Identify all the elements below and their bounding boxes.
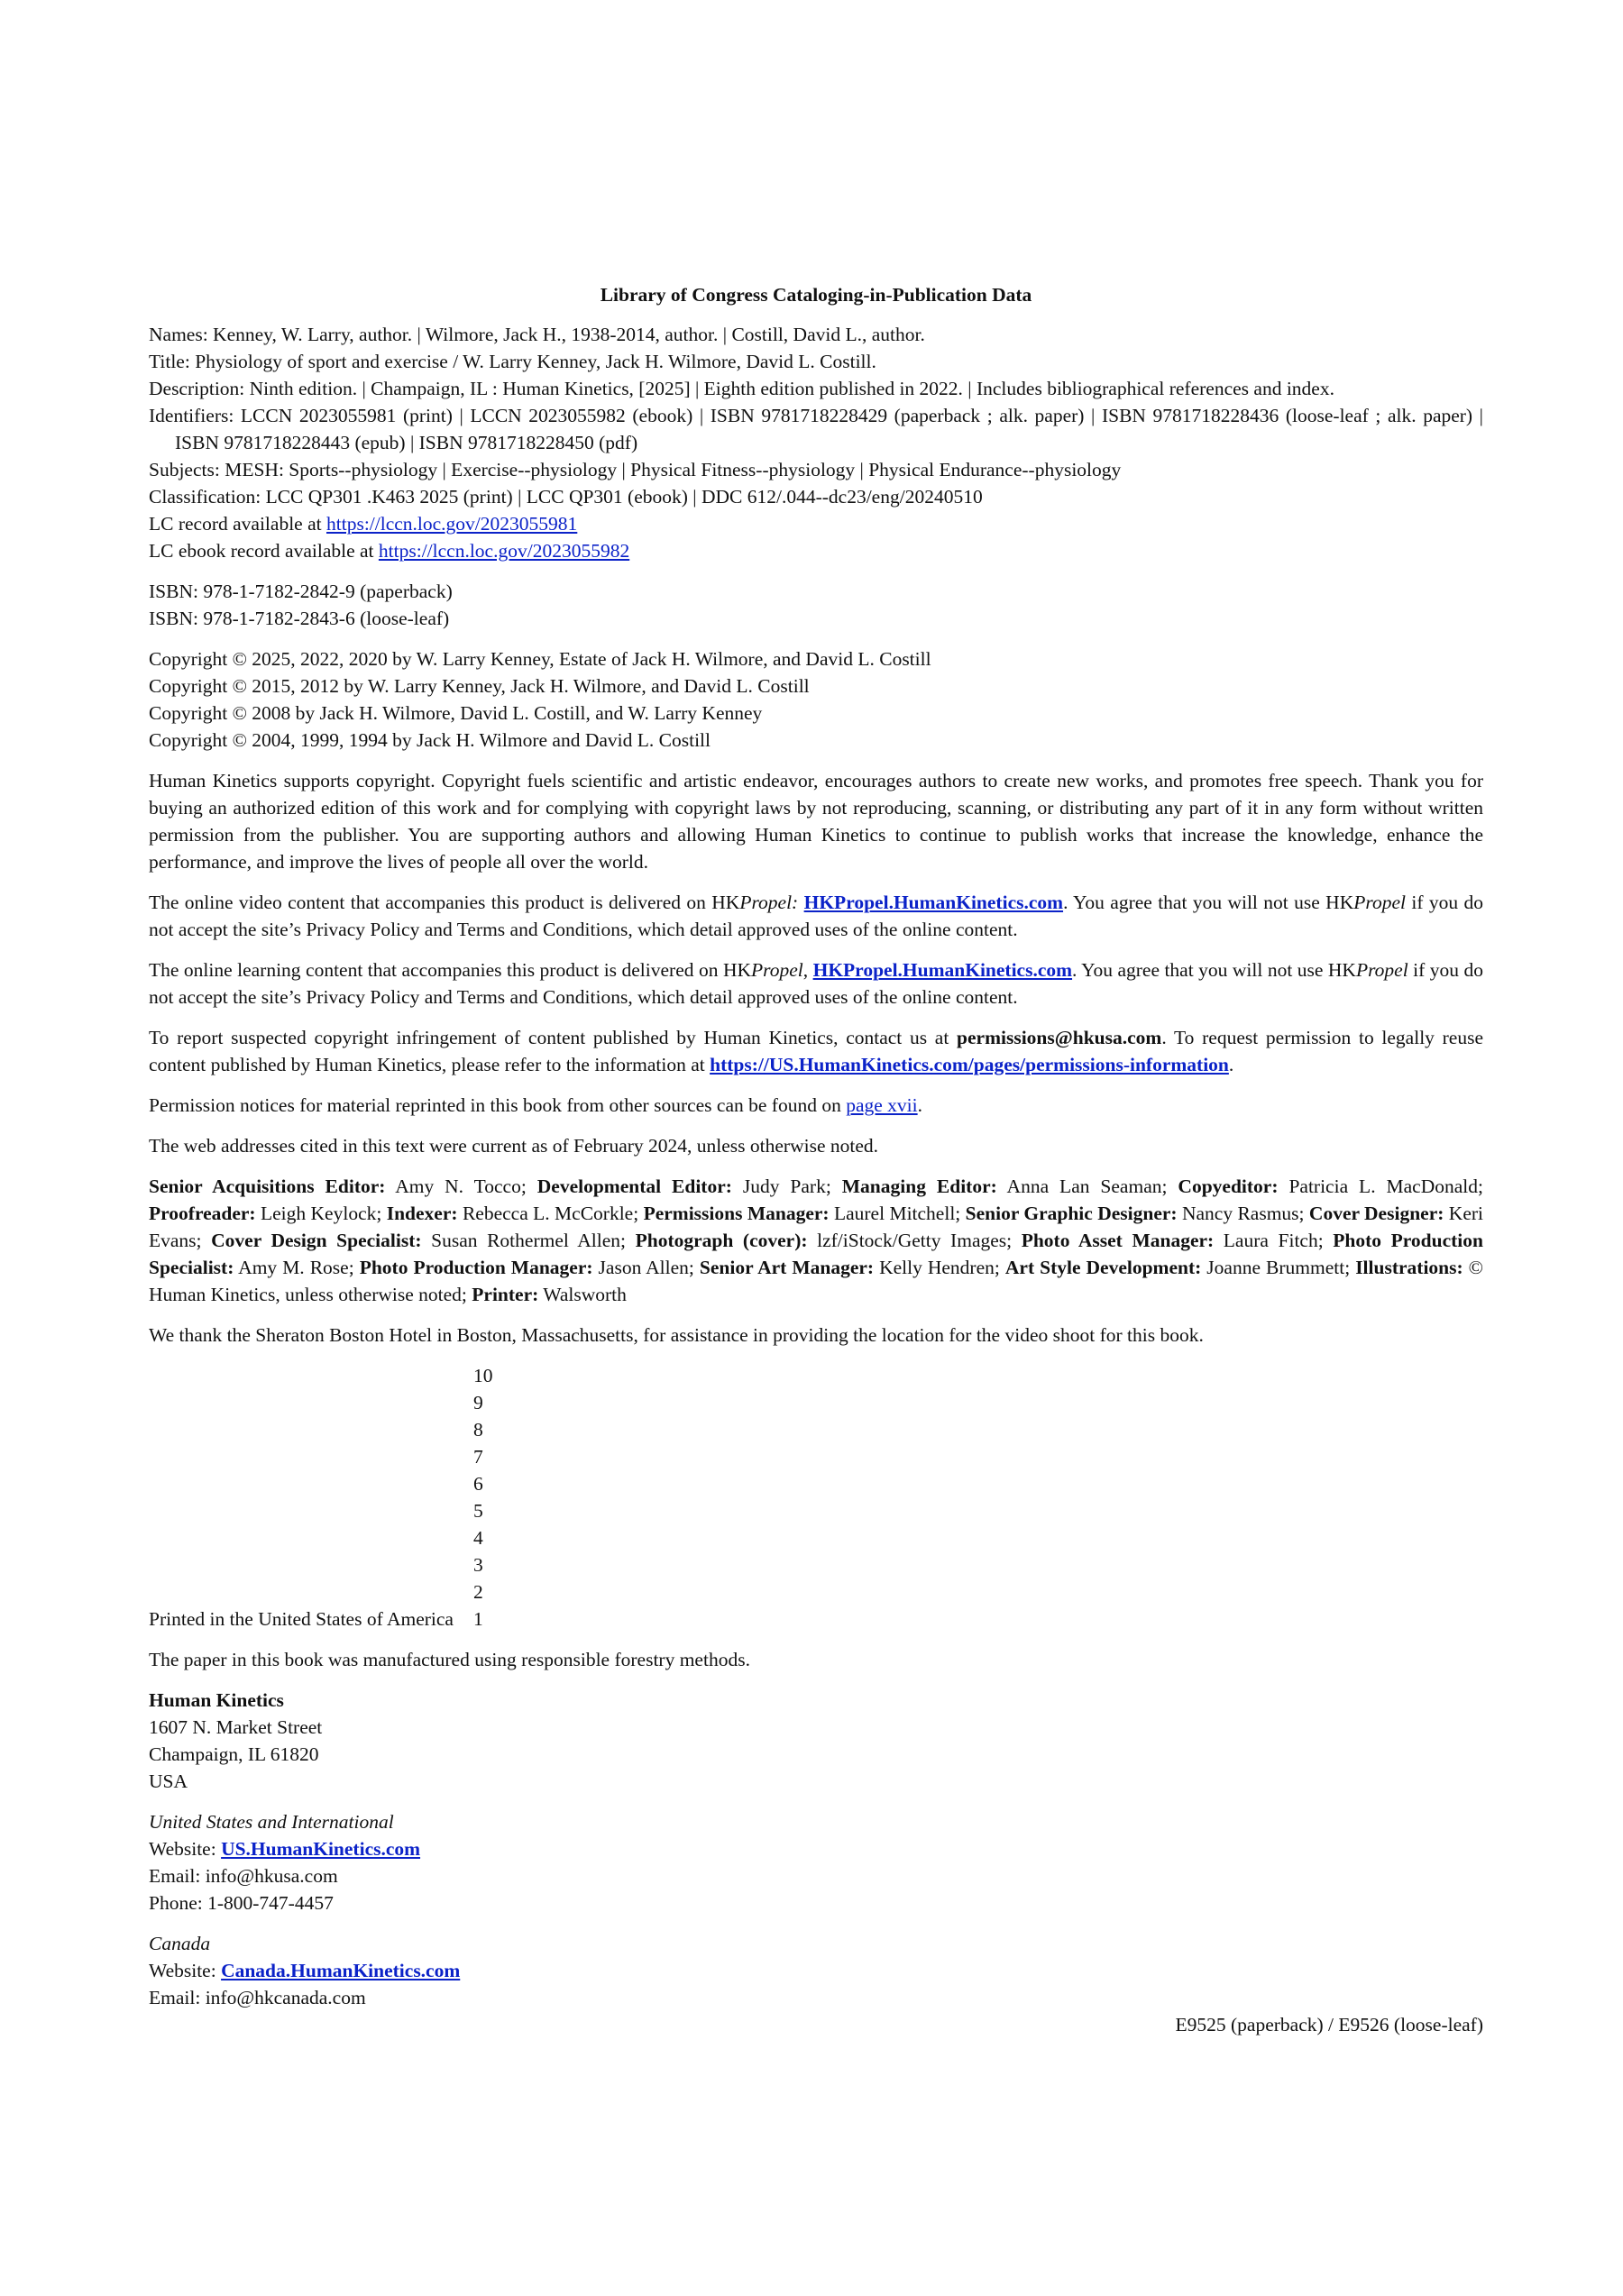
credit-role: Cover Designer: xyxy=(1308,1203,1444,1224)
credit-name: Leigh Keylock; xyxy=(255,1203,387,1224)
credit-name: Judy Park; xyxy=(731,1175,842,1197)
us-intl-label-text: United States and International xyxy=(149,1811,394,1833)
publisher-name-text: Human Kinetics xyxy=(149,1689,284,1711)
text-run: The online video content that accompanies this product is delivered on HK xyxy=(149,892,740,913)
print-number: 3 xyxy=(472,1554,483,1576)
product-codes: E9525 (paperback) / E9526 (loose-leaf) xyxy=(1175,2014,1483,2035)
printed-line xyxy=(149,1362,1483,1633)
text-run: . xyxy=(1228,1054,1234,1075)
canada-website-line xyxy=(149,1957,1483,1984)
print-number: 4 xyxy=(472,1527,483,1549)
cip-description: Description: Ninth edition. | Champaign, IL : Human Kinetics, [2025] | Eighth edition published in 2022. | Includes bibliographical references and index. xyxy=(149,378,1334,399)
print-number: 8 xyxy=(472,1419,483,1441)
text-run: . To request permission to legally reuse content published by Human Kinetics, please refer to the information at xyxy=(149,1027,1483,1075)
lc-ebook-record-link[interactable]: https://lccn.loc.gov/2023055982 xyxy=(378,540,630,562)
italic-run: Propel xyxy=(1353,892,1406,913)
website-label: Website: xyxy=(149,1960,222,1981)
credit-name: Amy N. Tocco; xyxy=(385,1175,537,1197)
copyright-line: Copyright © 2025, 2022, 2020 by W. Larry Kenney, Estate of Jack H. Wilmore, and David L. Costill xyxy=(149,648,931,670)
cip-title: Title: Physiology of sport and exercise / W. Larry Kenney, Jack H. Wilmore, David L. Costill. xyxy=(149,351,876,372)
isbn-paperback: ISBN: 978-1-7182-2842-9 (paperback) xyxy=(149,581,453,602)
permissions-email: permissions@hkusa.com xyxy=(957,1027,1162,1048)
hkpropel-link-text: HKPropel.HumanKinetics.com xyxy=(803,892,1064,913)
permissions-info-link-text: https://US.HumanKinetics.com/pages/permissions-information xyxy=(710,1054,1229,1075)
credit-name: Laurel Mitchell; xyxy=(829,1203,966,1224)
credit-name: © Human Kinetics, unless otherwise noted; xyxy=(149,1257,1484,1305)
text-run: Permission notices for material reprinted in this book from other sources can be found on xyxy=(149,1094,847,1116)
canada-website-link-text: Canada.HumanKinetics.com xyxy=(221,1960,461,1981)
italic-run: Propel xyxy=(751,959,803,981)
print-number: 6 xyxy=(472,1473,483,1495)
italic-run: Propel: xyxy=(739,892,799,913)
credit-role: Developmental Editor: xyxy=(536,1175,732,1197)
cip-block xyxy=(149,321,1483,564)
credit-role: Indexer: xyxy=(386,1203,458,1224)
credit-role: Cover Design Specialist: xyxy=(211,1230,422,1251)
text-run: To report suspected copyright infringement of content published by Human Kinetics, contact us at xyxy=(149,1027,958,1048)
cip-identifiers: Identifiers: LCCN 2023055981 (print) | LCCN 2023055982 (ebook) | ISBN 9781718228429 (paperback ; alk. paper) | ISBN 9781718228436 (loose-leaf ; alk. paper) | ISBN 9781718228443 (epub) | ISBN 9781718228450 (pdf) xyxy=(149,405,1483,453)
permission-notice xyxy=(149,1092,1483,1119)
print-number: 7 xyxy=(472,1446,483,1468)
cip-heading: Library of Congress Cataloging-in-Publication Data xyxy=(600,284,1032,306)
lc-ebook-prefix: LC ebook record available at xyxy=(149,540,379,562)
credit-name: Patricia L. MacDonald; xyxy=(1278,1175,1483,1197)
credit-role: Art Style Development: xyxy=(1004,1257,1202,1278)
publisher-name xyxy=(149,1687,1483,1714)
us-international-contact xyxy=(149,1808,1483,1916)
italic-run: Propel xyxy=(1355,959,1408,981)
credit-role: Senior Art Manager: xyxy=(699,1257,875,1278)
copyright-block xyxy=(149,645,1483,754)
copyright-page xyxy=(149,281,1483,2038)
us-website-link[interactable] xyxy=(221,1838,420,1860)
credit-name: Amy M. Rose; xyxy=(234,1257,360,1278)
text-run: . You agree that you will not use HK xyxy=(1072,959,1356,981)
hkpropel-link-text: HKPropel.HumanKinetics.com xyxy=(812,959,1073,981)
cip-subjects: Subjects: MESH: Sports--physiology | Exercise--physiology | Physical Fitness--physiology | Physical Endurance--physiology xyxy=(149,459,1122,480)
web-addresses-note: The web addresses cited in this text were current as of February 2024, unless otherwise noted. xyxy=(149,1135,879,1157)
copyright-line: Copyright © 2015, 2012 by W. Larry Kenney, Jack H. Wilmore, and David L. Costill xyxy=(149,675,810,697)
credits-paragraph xyxy=(149,1173,1483,1308)
credit-name: Joanne Brummett; xyxy=(1201,1257,1356,1278)
paper-note: The paper in this book was manufactured using responsible forestry methods. xyxy=(149,1649,750,1670)
us-email: Email: info@hkusa.com xyxy=(149,1865,338,1887)
lc-record-prefix: LC record available at xyxy=(149,513,326,535)
canada-website-link[interactable] xyxy=(221,1960,460,1981)
publisher-address xyxy=(149,1687,1483,1795)
credit-role: Proofreader: xyxy=(149,1203,256,1224)
credit-name: Laura Fitch; xyxy=(1214,1230,1334,1251)
credit-role: Photograph (cover): xyxy=(635,1230,808,1251)
lc-record-line xyxy=(149,510,1483,537)
canada-label xyxy=(149,1930,1483,1957)
thanks-note: We thank the Sheraton Boston Hotel in Boston, Massachusetts, for assistance in providing the location for the video shoot for this book. xyxy=(149,1324,1204,1346)
print-number: 1 xyxy=(472,1608,483,1630)
online-learning-paragraph xyxy=(149,956,1483,1011)
cip-names: Names: Kenney, W. Larry, author. | Wilmore, Jack H., 1938-2014, author. | Costill, David L., author. xyxy=(149,324,925,345)
copyright-line: Copyright © 2008 by Jack H. Wilmore, David L. Costill, and W. Larry Kenney xyxy=(149,702,763,724)
website-label: Website: xyxy=(149,1838,222,1860)
credit-role: Photo Asset Manager: xyxy=(1021,1230,1215,1251)
hkpropel-link[interactable] xyxy=(813,959,1072,981)
credit-role: Illustrations: xyxy=(1355,1257,1463,1278)
us-website-line xyxy=(149,1835,1483,1862)
credit-role: Senior Acquisitions Editor: xyxy=(149,1175,386,1197)
credit-role: Photo Production Manager: xyxy=(359,1257,593,1278)
cip-classification: Classification: LCC QP301 .K463 2025 (print) | LCC QP301 (ebook) | DDC 612/.044--dc23/eng/20240510 xyxy=(149,486,983,508)
text-run: if you do not accept the site’s Privacy Policy and Terms and Conditions, which detail approved uses of the online content. xyxy=(149,959,1483,1008)
print-number: 2 xyxy=(472,1581,483,1603)
credit-role: Permissions Manager: xyxy=(643,1203,830,1224)
credit-name: Kelly Hendren; xyxy=(874,1257,1005,1278)
canada-contact xyxy=(149,1930,1483,2011)
isbn-loose-leaf: ISBN: 978-1-7182-2843-6 (loose-leaf) xyxy=(149,608,450,629)
credit-name: Anna Lan Seaman; xyxy=(996,1175,1178,1197)
publisher-street: 1607 N. Market Street xyxy=(149,1716,323,1738)
credit-name: Nancy Rasmus; xyxy=(1177,1203,1309,1224)
page-xvii-link[interactable]: page xvii xyxy=(846,1094,918,1116)
credit-name: Rebecca L. McCorkle; xyxy=(457,1203,644,1224)
credit-role: Managing Editor: xyxy=(841,1175,997,1197)
lc-record-link[interactable]: https://lccn.loc.gov/2023055981 xyxy=(326,513,578,535)
hkpropel-link[interactable] xyxy=(804,892,1063,913)
print-number: 9 xyxy=(472,1392,483,1413)
us-intl-label xyxy=(149,1808,1483,1835)
credit-name: Keri Evans; xyxy=(149,1203,1483,1251)
us-website-link-text: US.HumanKinetics.com xyxy=(221,1838,421,1860)
us-phone: Phone: 1-800-747-4457 xyxy=(149,1892,334,1914)
copyright-support-paragraph: Human Kinetics supports copyright. Copyright fuels scientific and artistic endeavor, encourages authors to create new works, and promotes free speech. Thank you for buying an authorized edition of this work and for complying with copyright laws by not reproducing, scanning, or distributing any part of it in any form without written permission from the publisher. You are supporting authors and allowing Human Kinetics to continue to publish works that increase the knowledge, enhance the performance, and improve the lives of people all over the world. xyxy=(149,770,1483,873)
credit-role: Photo Production Specialist: xyxy=(149,1230,1483,1278)
printed-text: Printed in the United States of America xyxy=(149,1608,454,1630)
text-run: The online learning content that accompanies this product is delivered on HK xyxy=(149,959,752,981)
publisher-country: USA xyxy=(149,1770,188,1792)
credit-name: Jason Allen; xyxy=(592,1257,700,1278)
isbn-block xyxy=(149,578,1483,632)
online-video-paragraph xyxy=(149,889,1483,943)
canada-label-text: Canada xyxy=(149,1933,211,1954)
credit-name: lzf/iStock/Getty Images; xyxy=(807,1230,1022,1251)
credit-role: Senior Graphic Designer: xyxy=(965,1203,1178,1224)
credit-role: Printer: xyxy=(472,1284,539,1305)
credit-name: Walsworth xyxy=(538,1284,627,1305)
text-run: . xyxy=(917,1094,923,1116)
permissions-info-link[interactable] xyxy=(710,1054,1229,1075)
publisher-city: Champaign, IL 61820 xyxy=(149,1743,319,1765)
canada-email: Email: info@hkcanada.com xyxy=(149,1987,366,2008)
credit-name: Susan Rothermel Allen; xyxy=(421,1230,636,1251)
print-number: 10 xyxy=(472,1365,493,1386)
print-numbers xyxy=(473,1362,501,1633)
copyright-line: Copyright © 2004, 1999, 1994 by Jack H. Wilmore and David L. Costill xyxy=(149,729,711,751)
report-infringement-paragraph xyxy=(149,1024,1483,1078)
text-run: . You agree that you will not use HK xyxy=(1063,892,1354,913)
credit-role: Copyeditor: xyxy=(1178,1175,1279,1197)
text-run: if you do not accept the site’s Privacy Policy and Terms and Conditions, which detail approved uses of the online content. xyxy=(149,892,1484,940)
print-number: 5 xyxy=(472,1500,483,1522)
text-run: , xyxy=(802,959,813,981)
lc-ebook-record-line xyxy=(149,537,1483,564)
